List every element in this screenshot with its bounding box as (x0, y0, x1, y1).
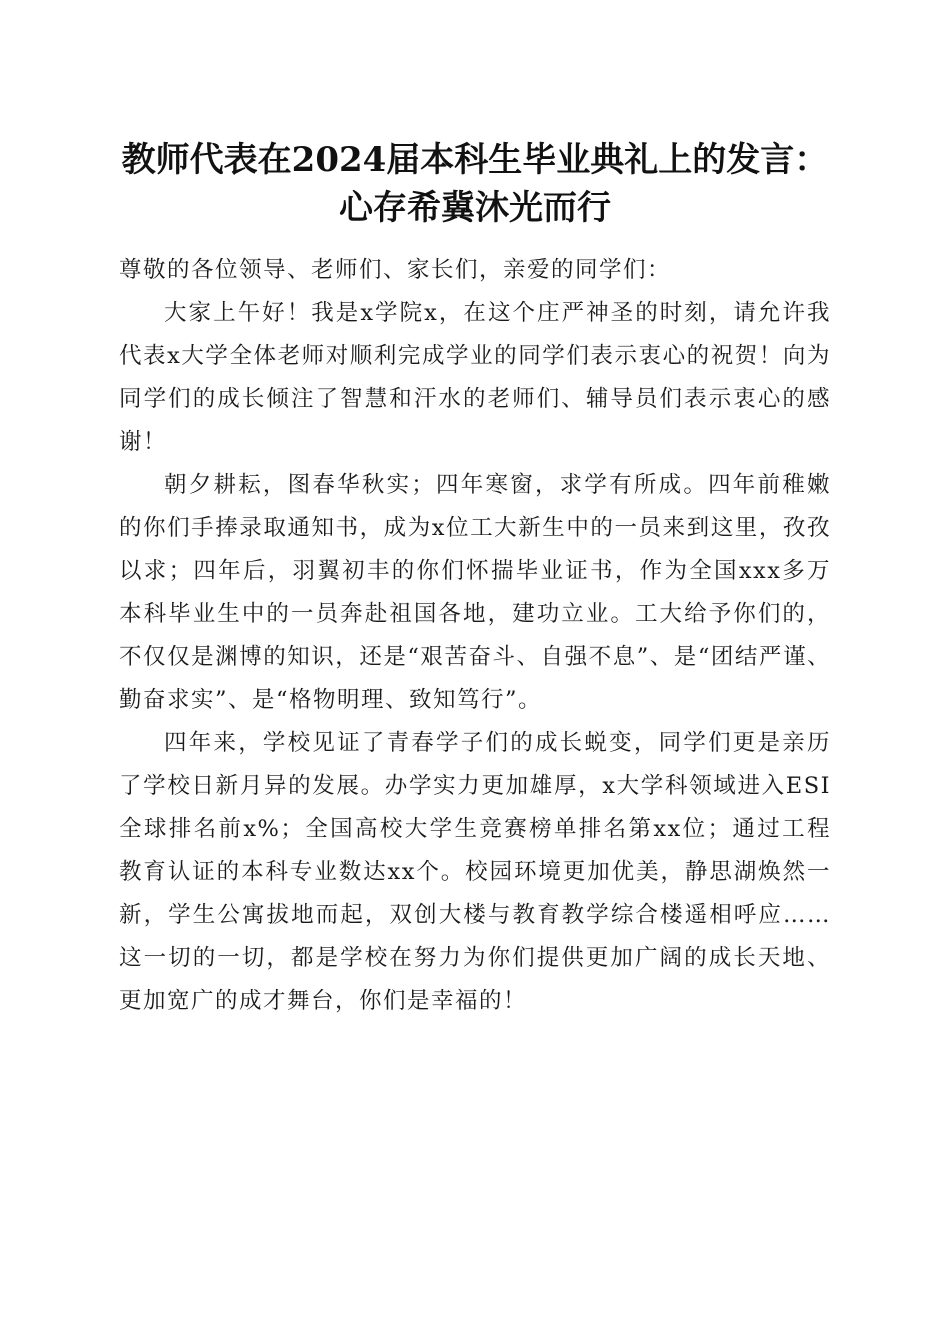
paragraph-school-development: 四年来，学校见证了青春学子们的成长蜕变，同学们更是亲历了学校日新月异的发展。办学实力更加雄厚，x大学科领域进入ESI全球排名前x%；全国高校大学生竞赛榜单排名第xx位；通过工程教育认证的本科专业数达xx个。校园环境更加优美，静思湖焕然一新，学生公寓拔地而起，双创大楼与教育教学综合楼遥相呼应……这一切的一切，都是学校在努力为你们提供更加广阔的成长天地、更加宽广的成才舞台，你们是幸福的！ (119, 730, 831, 1014)
document-title (60, 136, 890, 232)
paragraph-greeting: 大家上午好！我是x学院x，在这个庄严神圣的时刻，请允许我代表x大学全体老师对顺利完成学业的同学们表示衷心的祝贺！向为同学们的成长倾注了智慧和汗水的老师们、辅导员们表示衷心的感谢！ (119, 300, 831, 455)
title-line-1: 教师代表在2024届本科生毕业典礼上的发言： (121, 140, 829, 180)
paragraph-four-years: 朝夕耕耘，图春华秋实；四年寒窗，求学有所成。四年前稚嫩的你们手捧录取通知书，成为x位工大新生中的一员来到这里，孜孜以求；四年后，羽翼初丰的你们怀揣毕业证书，作为全国xxx多万本科毕业生中的一员奔赴祖国各地，建功立业。工大给予你们的，不仅仅是渊博的知识，还是“艰苦奋斗、自强不息”、是“团结严谨、勤奋求实”、是“格物明理、致知笃行”。 (119, 472, 831, 713)
document-body (119, 249, 831, 1023)
title-line-2: 心存希冀沐光而行 (339, 188, 611, 228)
salutation: 尊敬的各位领导、老师们、家长们，亲爱的同学们： (119, 257, 672, 283)
